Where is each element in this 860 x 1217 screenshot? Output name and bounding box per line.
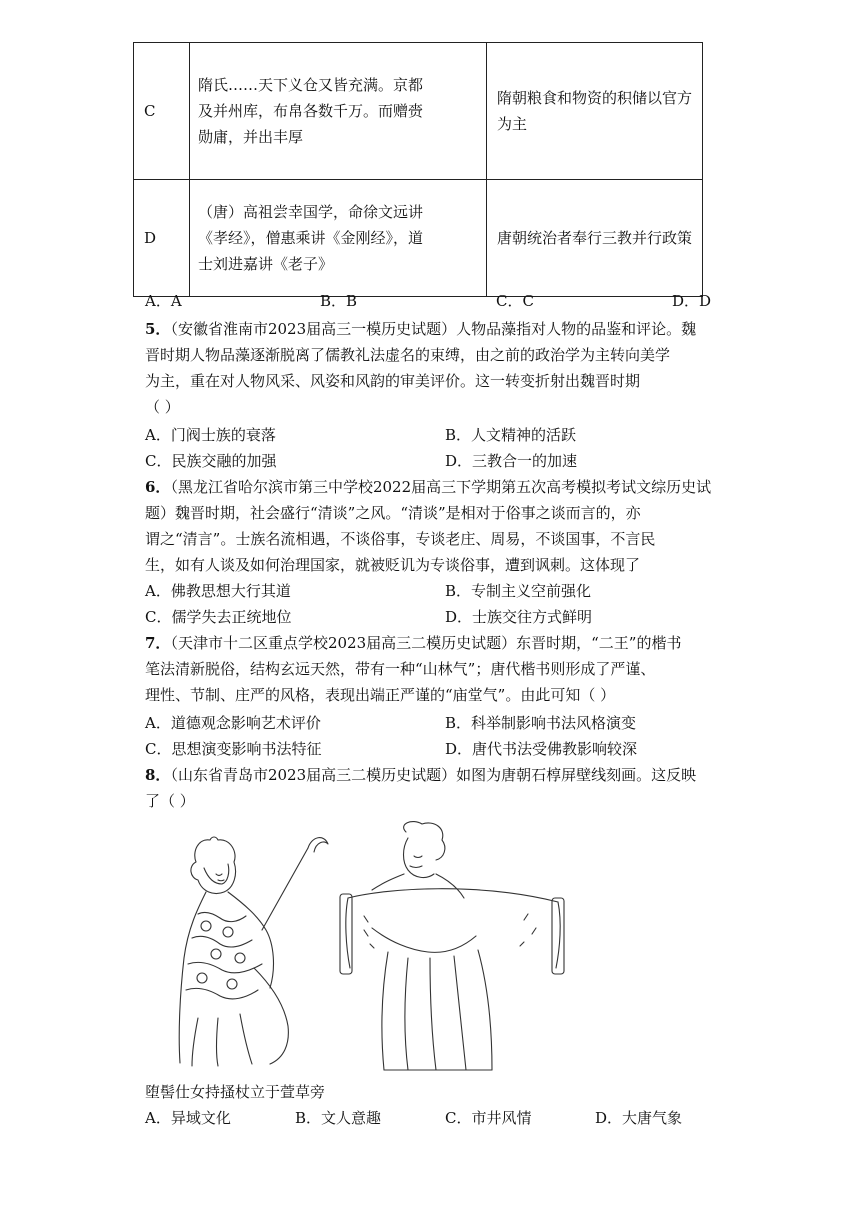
q8-number: 8． — [145, 766, 171, 784]
q8-stem-line: 8．（山东省青岛市2023届高三二模历史试题）如图为唐朝石椁屏壁线刻画。这反映 — [145, 766, 697, 784]
q6-option-a: A．佛教思想大行其道 — [145, 582, 291, 600]
q7-option-c: C．思想演变影响书法特征 — [145, 740, 322, 758]
scholar-figure — [340, 822, 564, 1070]
text-line: 隋氏……天下义仓又皆充满。京都 — [198, 76, 424, 94]
q6-stem-line: 谓之“清言”。士族名流相遇，不谈俗事，专谈老庄、周易，不谈国事，不言民 — [145, 530, 656, 548]
q8-stem-line: 了（ ） — [145, 792, 195, 810]
text-line: 《孝经》，僧惠乘讲《金刚经》，道 — [198, 229, 424, 247]
q7-option-d: D．唐代书法受佛教影响较深 — [445, 740, 638, 758]
q4-option-b: B．B — [320, 292, 358, 310]
q7-option-b: B．科举制影响书法风格演变 — [445, 714, 637, 732]
conclusion-text — [487, 180, 703, 297]
text-line: 勋庸，并出丰厚 — [198, 128, 304, 146]
q5-option-d: D．三教合一的加速 — [445, 452, 578, 470]
q6-stem-line: 6．（黑龙江省哈尔滨市第三中学校2022届高三下学期第五次高考模拟考试文综历史试 — [145, 478, 712, 496]
table-row — [134, 43, 703, 180]
q6-option-b: B．专制主义空前强化 — [445, 582, 592, 600]
row-letter: D — [134, 180, 190, 297]
q7-stem-line: 理性、节制、庄严的风格，表现出端正严谨的“庙堂气”。由此可知（ ） — [145, 686, 616, 704]
q4-option-c: C．C — [496, 292, 534, 310]
stone-engraving-figure — [158, 818, 578, 1080]
q8-option-c: C．市井风情 — [445, 1109, 532, 1127]
options-table — [133, 42, 703, 297]
text-line: 及并州库，布帛各数千万。而赠赍 — [198, 102, 424, 120]
q6-number: 6． — [145, 478, 171, 496]
table-row — [134, 180, 703, 297]
text-line: （唐）高祖尝幸国学，命徐文远讲 — [198, 203, 424, 221]
row-letter: C — [134, 43, 190, 180]
q8-option-a: A．异域文化 — [145, 1109, 231, 1127]
source-text — [190, 43, 487, 180]
q6-stem-line: 题）魏晋时期，社会盛行“清谈”之风。“清谈”是相对于俗事之谈而言的，亦 — [145, 504, 641, 522]
q5-option-c: C．民族交融的加强 — [145, 452, 277, 470]
text-line: 士刘进嘉讲《老子》 — [198, 255, 334, 273]
source-text — [190, 180, 487, 297]
q6-option-c: C．儒学失去正统地位 — [145, 608, 292, 626]
q4-option-d: D．D — [672, 292, 712, 310]
conclusion-text — [487, 43, 703, 180]
q5-option-b: B．人文精神的活跃 — [445, 426, 577, 444]
q5-stem-line: 晋时期人物品藻逐渐脱离了儒教礼法虚名的束缚，由之前的政治学为主转向美学 — [145, 346, 671, 364]
q6-option-d: D．士族交往方式鲜明 — [445, 608, 593, 626]
q5-stem-line: （ ） — [145, 398, 180, 416]
text-line: 为主 — [497, 115, 528, 133]
text-line: 隋朝粮食和物资的积储以官方 — [497, 89, 693, 107]
q5-option-a: A．门阀士族的衰落 — [145, 426, 276, 444]
q5-number: 5． — [145, 320, 171, 338]
figure-caption: 堕髻仕女持搔杖立于萱草旁 — [145, 1083, 326, 1101]
q6-stem-line: 生，如有人谈及如何治理国家，就被贬讥为专谈俗事，遭到讽刺。这体现了 — [145, 556, 641, 574]
q7-number: 7． — [145, 634, 171, 652]
text-line: 唐朝统治者奉行三教并行政策 — [497, 229, 693, 247]
q5-stem-line: 5．（安徽省淮南市2023届高三一模历史试题）人物品藻指对人物的品鉴和评论。魏 — [145, 320, 697, 338]
q4-option-a: A．A — [145, 292, 182, 310]
q8-option-b: B．文人意趣 — [295, 1109, 382, 1127]
q8-option-d: D．大唐气象 — [595, 1109, 683, 1127]
q7-stem-line: 笔法清新脱俗，结构玄远天然，带有一种“山林气”；唐代楷书则形成了严谨、 — [145, 660, 656, 678]
q7-stem-line: 7．（天津市十二区重点学校2023届高三二模历史试题）东晋时期，“二王”的楷书 — [145, 634, 682, 652]
q7-option-a: A．道德观念影响艺术评价 — [145, 714, 321, 732]
q5-stem-line: 为主，重在对人物风采、风姿和风韵的审美评价。这一转变折射出魏晋时期 — [145, 372, 641, 390]
court-lady-figure — [179, 837, 328, 1066]
